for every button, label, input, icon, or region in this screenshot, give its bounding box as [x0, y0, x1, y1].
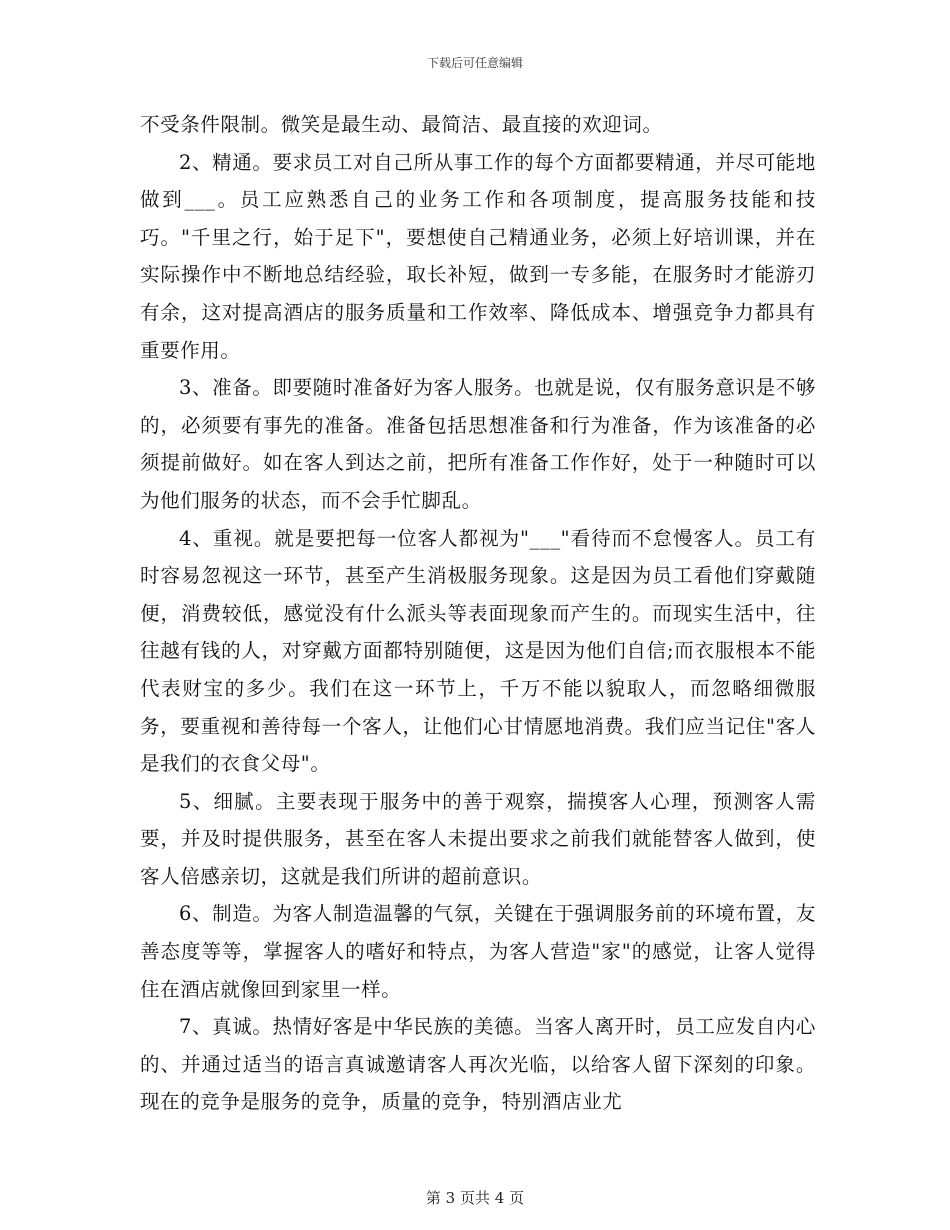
paragraph-item-3: 3、准备。即要随时准备好为客人服务。也就是说，仅有服务意识是不够的，必须要有事先的准备。准备包括思想准备和行为准备，作为该准备的必须提前做好。如在客人到达之前，把所有准备工作作好，处于一种随时可以为他们服务的状态，而不会手忙脚乱。: [140, 376, 816, 512]
paragraph-item-5: 5、细腻。主要表现于服务中的善于观察，揣摸客人心理，预测客人需要，并及时提供服务，甚至在客人未提出要求之前我们就能替客人做到，使客人倍感亲切，这就是我们所讲的超前意识。: [140, 789, 816, 888]
paragraph-item-7: 7、真诚。热情好客是中华民族的美德。当客人离开时，员工应发自内心的、并通过适当的语言真诚邀请客人再次光临，以给客人留下深刻的印象。现在的竞争是服务的竞争，质量的竞争，特别酒店业尤: [140, 1015, 816, 1114]
paragraph-item-4: 4、重视。就是要把每一位客人都视为"___"看待而不怠慢客人。员工有时容易忽视这一环节，甚至产生消极服务现象。这是因为员工看他们穿戴随便，消费较低，感觉没有什么派头等表面现象而产生的。而现实生活中，往往越有钱的人，对穿戴方面都特别随便，这是因为他们自信;而衣服根本不能代表财宝的多少。我们在这一环节上，千万不能以貌取人，而忽略细微服务，要重视和善待每一个客人，让他们心甘情愿地消费。我们应当记住"客人是我们的衣食父母"。: [140, 526, 816, 776]
page-header: 下载后可任意编辑: [426, 56, 523, 70]
page-footer: 第 3 页共 4 页: [425, 1189, 525, 1207]
paragraph-item-6: 6、制造。为客人制造温馨的气氛，关键在于强调服务前的环境布置，友善态度等等，掌握客人的嗜好和特点，为客人营造"家"的感觉，让客人觉得住在酒店就像回到家里一样。: [140, 902, 816, 1001]
document-body: [140, 106, 816, 1121]
paragraph-continuation: 不受条件限制。微笑是最生动、最简洁、最直接的欢迎词。: [140, 113, 663, 136]
paragraph-item-2: 2、精通。要求员工对自己所从事工作的每个方面都要精通，并尽可能地做到___。员工应熟悉自己的业务工作和各项制度，提高服务技能和技巧。"千里之行，始于足下"，要想使自己精通业务，必须上好培训课，并在实际操作中不断地总结经验，取长补短，做到一专多能，在服务时才能游刃有余，这对提高酒店的服务质量和工作效率、降低成本、增强竞争力都具有重要作用。: [140, 150, 816, 362]
